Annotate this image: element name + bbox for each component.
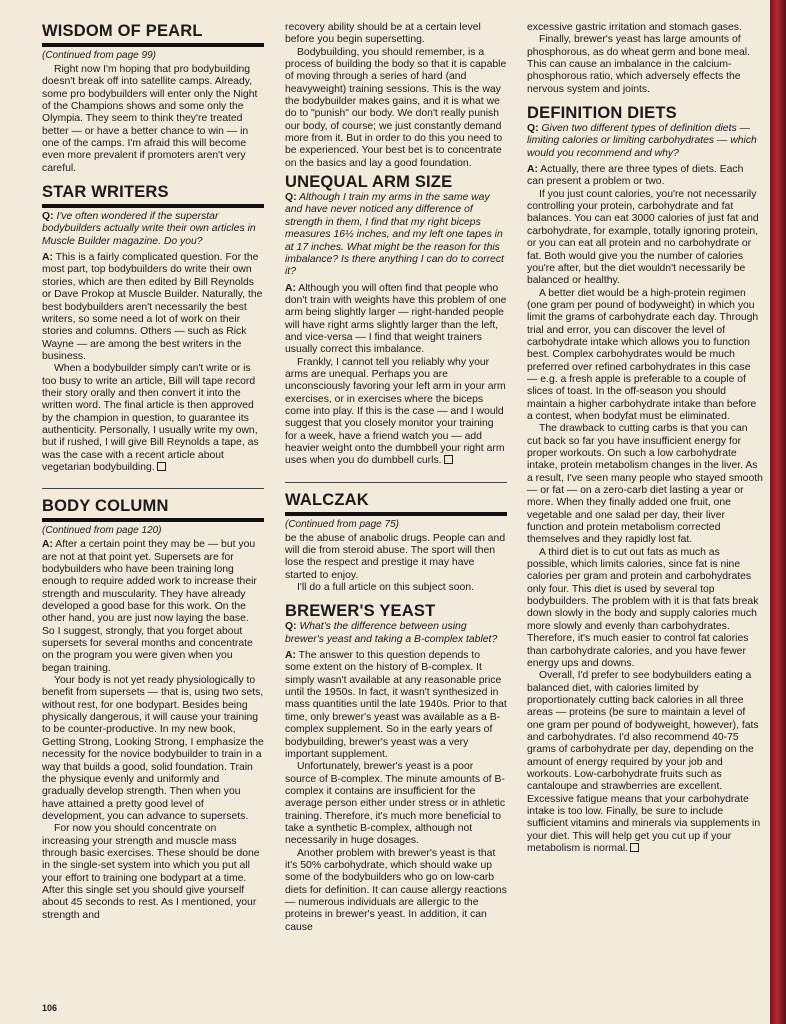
paragraph: Your body is not yet ready physiologically to benefit from supersets — that is, using two sets, without rest, for one bodypart. Besides being physically dangerous, it will cause your training to be counter-productive. In my new book, Getting Strong, Looking Strong, I emphasize the necessity for the novice bodybuilder to train in a way that builds a good, solid foundation. Train the physique evenly and uniformly and gradually develop strength. Then when you have attained a pretty good level of development, you can advance to supersets. [42, 675, 264, 822]
paragraph [42, 363, 264, 474]
paragraph: Right now I'm hoping that pro bodybuilding doesn't break off into satellite camps. Already, some pro bodybuilders will enter only the Night of the Champions shows and some only the Olympia. They seem to think they're treated better — or have a better chance to win — in one of the camps. I'm afraid this will become even more prevalent if promoters aren't very careful. [42, 64, 258, 174]
answer-paragraph [42, 539, 264, 675]
question-paragraph [285, 621, 507, 646]
end-mark-icon [157, 462, 166, 471]
paragraph-text: When a bodybuilder simply can't write or is too busy to write an article, Bill will tape record their story orally and then convert it into the written word. The final article is then approved by the champion in question, to guarantee its authenticity. Personally, I usually write my own, but if rushed, I will give Bill Reynolds a tape, as was the case with a recent article about vegetarian bodybuilding. [42, 363, 259, 473]
q-label: Q: [42, 211, 54, 223]
answer-text: Actually, there are three types of diets. Each can present a problem or two. [527, 164, 744, 188]
paragraph: recovery ability should be at a certain level before you begin supersetting. [285, 22, 481, 46]
question-text: What's the difference between using brewer's yeast and taking a B-complex tablet? [285, 621, 498, 645]
column-right [527, 22, 763, 855]
section-title-brewers-yeast: BREWER'S YEAST [285, 602, 436, 621]
answer-paragraph [42, 252, 264, 363]
title-rule [42, 43, 264, 47]
end-mark-icon [444, 455, 453, 464]
question-paragraph [42, 211, 264, 248]
question-text: Although I train my arms in the same way and have never noticed any difference of strength in them, I find that my right biceps measures 16½ inches, and my left one tapes in at 17 inches. What might be the reason for this imbalance? Is there anything I can do to correct it? [285, 192, 504, 278]
page-number: 106 [42, 1003, 58, 1013]
answer-text: The answer to this question depends to some extent on the history of B-complex. It simply wasn't available at any reasonable price until the 1950s. In fact, it wasn't synthesized in mass quantities until the late 1940s. Prior to that time, only brewer's yeast was available as a B-complex supplement. So in the early years of bodybuilding, brewer's yeast was a very important supplement. [285, 650, 507, 760]
question-text: Given two different types of definition diets — limiting calories or limiting carbohydrates — which would you recommend and why? [527, 123, 757, 159]
section-title-walczak: WALCZAK [285, 490, 369, 509]
paragraph: Another problem with brewer's yeast is that it's 50% carbohydrate, which should wake up some of the bodybuilders who go on low-carb diets for definition. It can cause allergy reactions — numerous individuals are allergic to the proteins in brewer's yeast. In addition, it can cause [285, 847, 507, 933]
paragraph: Bodybuilding, you should remember, is a process of building the body so that it is capable of moving through a series of hard (and heavyweight) training sessions. This is the way the bodybuilder makes gains, and it is what we do to "punish" our body. We don't really punish our body, of course; we just constantly demand more from it. But in order to do this you need to be experienced. Your best bet is to concentrate on the basics and lay a good foundation. [285, 46, 507, 169]
question-paragraph [527, 123, 763, 160]
question-text: I've often wondered if the superstar bodybuilders actually write their own articles in Muscle Builder magazine. Do you? [42, 211, 256, 247]
a-label: A: [42, 539, 53, 551]
title-rule [42, 204, 264, 208]
answer-text: After a certain point they may be — but you are not at that point yet. Supersets are for bodybuilders who have been training long enough to require added work to increase their strength and muscularity. They have already developed a good base for this work. On the other hand, you are just now laying the base. So I suggest, strongly, that you forget about supersets for several months and concentrate on the program you were given when you began training. [42, 539, 257, 674]
title-rule [285, 512, 507, 516]
title-rule [42, 518, 264, 522]
continued-note: (Continued from page 75) [285, 518, 399, 530]
section-title-star-writers: STAR WRITERS [42, 183, 169, 202]
column-left [42, 22, 264, 922]
answer-paragraph [285, 283, 507, 357]
end-mark-icon [630, 843, 639, 852]
section-title-wisdom-of-pearl: WISDOM OF PEARL [42, 22, 203, 40]
paragraph: The drawback to cutting carbs is that you can cut back so far you have insufficient energy for proper workouts. On such a low carbohydrate intake, protein metabolism changes in the liver. As a result, I've seen many people who stayed smooth — or fat — on a zero-carb diet lasting a year or more. When they finally added one fruit, one vegetable and one salad per day, their liver function and protein metabolism corrected themselves and they rapidly lost fat. [527, 423, 763, 546]
section-title-unequal-arm-size: UNEQUAL ARM SIZE [285, 173, 453, 192]
paragraph: A third diet is to cut out fats as much as possible, which limits calories, since fat is nine calories per gram and protein and carbohydrates only four. This diet is used by several top bodybuilders. The problem with it is that fats break down slowly in the body and supply calories much more slowly and evenly than carbohydrates. Therefore, it's much easier to control fat calories than carbohydrate calories, and you have fewer energy ups and downs. [527, 546, 759, 669]
column-middle [285, 22, 507, 934]
paragraph: Unfortunately, brewer's yeast is a poor source of B-complex. The minute amounts of B-complex it contains are insufficient for the average person either under stress or in athletic training. Therefore, it's much more beneficial to take a synthetic B-complex, although not necessarily in huge dosages. [285, 761, 506, 847]
q-label: Q: [285, 621, 297, 633]
a-label: A: [42, 252, 53, 264]
paragraph: be the abuse of anabolic drugs. People can and will die from steroid abuse. The sport will then lose the respect and prestige it may have started to enjoy. [285, 532, 506, 581]
section-title-body-column: BODY COLUMN [42, 497, 169, 516]
answer-text: This is a fairly complicated question. For the most part, top bodybuilders do write their own stories, which are then edited by Bill Reynolds or Dave Prokop at Muscle Builder. Naturally, the best bodybuilders aren't necessarily the best writers, so some need a lot of work on their stories and columns. Others — such as Rick Wayne — are among the best writers in the business. [42, 252, 263, 362]
continued-note: (Continued from page 120) [42, 525, 162, 537]
paragraph [285, 357, 507, 468]
answer-paragraph [285, 650, 507, 761]
paragraph: excessive gastric irritation and stomach gases. [527, 22, 742, 33]
section-title-definition-diets: DEFINITION DIETS [527, 104, 677, 123]
divider [285, 482, 507, 483]
paragraph-text: Overall, I'd prefer to see bodybuilders eating a balanced diet, with calories limited by proportionately cutting back calories in all three areas — proteins (be sure to maintain a level of one gram per pound of bodyweight, however), fats and carbohydrates. I'd also recommend 40-75 grams of carbohydrate per day, depending on the amount of energy required by your job and workouts. Low-carbohydrate fruits such as cantaloupe and strawberries are excellent. Excessive fatigue means that your carbohydrate intake is too low. Finally, be sure to include sufficient vitamins and minerals via supplements in your diet. This will help get you cut up if your metabolism is normal. [527, 670, 761, 854]
divider [42, 488, 264, 489]
paragraph: If you just count calories, you're not necessarily controlling your protein, carbohydrate and fat balances. You can eat 3000 calories of just fat and carbohydrate, for example, totally ignoring protein, or you can eat all protein and no carbohydrate or fat. Both would give you the number of calories you're after, but the diet wouldn't necessarily be balanced or healthy. [527, 188, 759, 287]
paragraph [527, 670, 763, 855]
paragraph-text: Frankly, I cannot tell you reliably why your arms are unequal. Perhaps you are unconsciously favoring your left arm in your arm exercises, or in exercises where the biceps come into play. If this is the case — and I would suggest that you closely monitor your training for a week, have a friend watch you — add heavier weight onto the dumbbell your right arm uses when you do dumbbell curls. [285, 356, 506, 467]
paragraph: I'll do a full article on this subject soon. [297, 582, 474, 594]
q-label: Q: [527, 123, 539, 135]
paragraph: A better diet would be a high-protein regimen (one gram per pound of bodyweight) in which you limit the grams of carbohydrate each day. Through trial and error, you can discover the level of carbohydrate intake which allows you to function best. Complex carbohydrates would be much preferred over refined carbohydrates in this case — e.g. a fresh apple is preferable to a couple of slices of toast. In the off-season you should maintain a higher carbohydrate intake than before a contest, when bodyfat must be eliminated. [527, 287, 759, 422]
a-label: A: [285, 650, 296, 662]
a-label: A: [527, 164, 538, 176]
question-paragraph [285, 192, 507, 278]
paragraph: For now you should concentrate on increasing your strength and muscle mass through basic exercises. These should be done in the single-set system into which you put all your effort to training one bodypart at a time. After this single set you should give yourself about 45 seconds to rest. As I mentioned, your strength and [42, 823, 260, 921]
answer-paragraph [527, 164, 763, 189]
continued-note: (Continued from page 99) [42, 50, 156, 61]
answer-text: Although you will often find that people who don't train with weights have this problem of one arm being slightly larger — right-handed people will have right arms slightly larger than the left, and vice-versa — I find that weight trainers usually correct this imbalance. [285, 282, 507, 356]
paragraph: Finally, brewer's yeast has large amounts of phosphorous, as do wheat germ and bone meal. This can cause an imbalance in the calcium-phosphorous ratio, which adversely effects the nervous system and joints. [527, 34, 750, 95]
page-edge [770, 0, 786, 1024]
q-label: Q: [285, 192, 297, 204]
a-label: A: [285, 282, 296, 294]
